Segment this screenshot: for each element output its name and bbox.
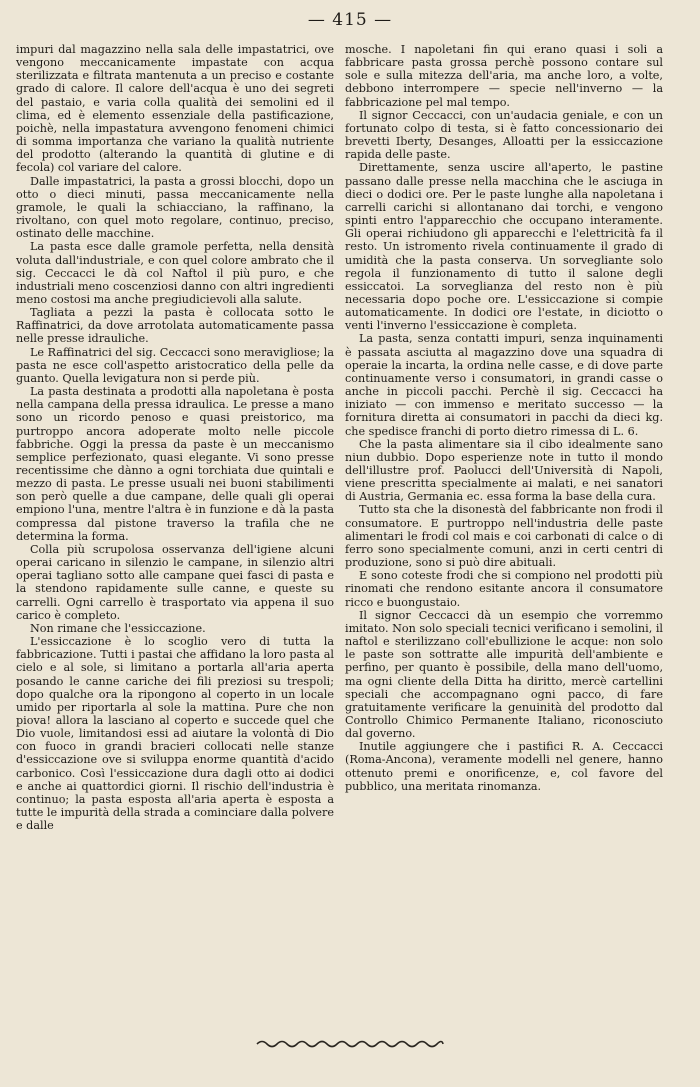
paragraph: Inutile aggiungere che i pastifici R. A. Ceccacci (Roma-Ancona), veramente modelli nel genere, hanno ottenuto premi e onorificenze, e, col favore del pubblico, una meritata rinomanza. [345,740,663,793]
paragraph: La pasta, senza contatti impuri, senza inquinamenti è passata asciutta al magazzino dove una squadra di operaie la incarta, la ordina nelle casse, e di dove parte continuamente verso i consumatori, in grandi casse o anche in piccoli pacchi. Perchè il sig. Ceccacci ha iniziato — con immenso e meritato successo — la fornitura diretta ai consumatori in pacchi da dieci kg. che spedisce franchi di porto dietro rimessa di L. 6. [345,332,663,438]
paragraph: Le Raffinatrici del sig. Ceccacci sono meravigliose; la pasta ne esce coll'aspetto aristocratico della pelle da guanto. Quella levigatura non si perde più. [16,345,334,385]
paragraph: Direttamente, senza uscire all'aperto, le pastine passano dalle presse nella macchina che le asciuga in dieci o dodici ore. Per le paste lunghe alla napoletana i carrelli carichi si allontanano dai torchi, e vengono spinti entro l'apparecchio che occupano interamente. Gli operai richiudono gli apparecchi e l'elettricità fa il resto. Un istromento rivela continuamente il grado di umidità che la pasta conserva. Un sorvegliante solo regola il funzionamento di tutto il salone degli essiccatoi. La sorveglianza del resto non è più necessaria dopo poche ore. L'essiccazione si compie automaticamente. In dodici ore l'estate, in diciotto o venti l'inverno l'essiccazione è completa. [345,161,663,333]
paragraph: L'essiccazione è lo scoglio vero di tutta la fabbricazione. Tutti i pastai che affidano la loro pasta al cielo e al sole, si limitano a portarla all'aria aperta posando le canne cariche dei fili preziosi su trespoli; dopo qualche ora la ripongono al coperto in un locale umido per riportarla al sole la mattina. Pure che non piova! allora la lasciano al coperto e succede quel che Dio vuole, limitandosi essi ad aiutare la volontà di Dio con fuoco in grandi bracieri collocati nelle stanze d'essiccazione ove si sviluppa enorme quantità d'acido carbonico. Così l'essiccazione dura dagli otto ai dodici e anche ai quattordici giorni. Il rischio dell'industria è continuo; la pasta esposta all'aria aperta è esposta a tutte le impurità della strada a cominciare dalla polvere e dalle [16,635,334,833]
paragraph: Dalle impastatrici, la pasta a grossi blocchi, dopo un otto o dieci minuti, passa meccanicamente nella gramole, le quali la schiacciano, la raffinano, la rivoltano, con quel moto regolare, continuo, preciso, ostinato delle macchine. [16,174,334,241]
paragraph: Il signor Ceccacci dà un esempio che vorremmo imitato. Non solo speciali tecnici verificano i semolini, il naftol e sterilizzano coll'ebullizione le acque: non solo le paste son sottratte alle impurità dell'ambiente e perfino, per quanto è possibile, della mano dell'uomo, ma ogni cliente della Ditta ha diritto, mercè cartellini speciali che accompagnano ogni pacco, di fare gratuitamente verificare la genuinità del prodotto dal Controllo Chimico Permanente Italiano, riconosciuto dal governo. [345,608,663,741]
paragraph: Colla più scrupolosa osservanza dell'igiene alcuni operai caricano in silenzio le campane, in silenzio altri operai tagliano sotto alle campane quei fasci di pasta e la stendono rapidamente sulle canne, e queste su carrelli. Ogni carrello è trasportato via appena il suo carico è completo. [16,542,334,622]
left-column [16,43,334,832]
paragraph: Tagliata a pezzi la pasta è collocata sotto le Raffinatrici, da dove arrotolata automaticamente passa nelle presse idrauliche. [16,306,334,346]
paragraph: Il signor Ceccacci, con un'audacia geniale, e con un fortunato colpo di testa, si è fatto concessionario dei brevetti Iberty, Desanges, Alloatti per la essiccazione rapida delle paste. [345,108,663,162]
paragraph: La pasta destinata a prodotti alla napoletana è posta nella campana della pressa idraulica. Le presse a mano sono un ricordo penoso e quasi preistorico, ma purtroppo ancora adoperate molto nelle piccole fabbriche. Oggi la pressa da paste è un meccanismo semplice perfezionato, quasi elegante. Vi sono presse recentissime che dànno a ogni torchiata due quintali e mezzo di pasta. Le presse usuali nei buoni stabilimenti son però quelle a due campane, delle quali gli operai empiono l'una, mentre l'altra è in funzione e dà la pasta compressa dal pistone traverso la trafila che ne determina la forma. [16,385,334,543]
page-number: — 415 — [307,10,393,30]
paragraph: Che la pasta alimentare sia il cibo idealmente sano niun dubbio. Dopo esperienze note in tutto il mondo dell'illustre prof. Paolucci dell'Università di Napoli, viene prescritta specialmente ai malati, e nei sanatori di Austria, Germania ec. essa forma la base della cura. [345,437,663,504]
wavy-rule-ornament-icon [255,1038,445,1050]
paragraph: Non rimane che l'essiccazione. [30,621,206,635]
paragraph: Tutto sta che la disonestà del fabbricante non frodi il consumatore. E purtroppo nell'industria delle paste alimentari le frodi col mais e coi carbonati di calce o di ferro sono specialmente comuni, anzi in certi centri di produzione, sono si può dire abituali. [345,503,663,570]
paragraph: impuri dal magazzino nella sala delle impastatrici, ove vengono meccanicamente impastate con acqua sterilizzata e filtrata mantenuta a un preciso e costante grado di calore. Il calore dell'acqua è uno dei segreti del pastaio, e varia colla qualità dei semolini ed il clima, ed è elemento essenziale della pastificazione, poichè, nella impastatura avvengono fenomeni chimici di somma importanza che variano la qualità nutriente del prodotto (alterando la quantità di glutine e di fecola) col variare del calore. [16,43,334,175]
paragraph: mosche. I napoletani fin qui erano quasi i soli a fabbricare pasta grossa perchè possono contare sul sole e sulla mitezza dell'aria, ma anche loro, a volte, debbono interrompere — specie nell'inverno — la fabbricazione pel mal tempo. [345,43,663,109]
right-column [345,43,663,793]
paragraph: E sono coteste frodi che si compiono nel prodotti più rinomati che rendono esitante ancora il consumatore ricco e buongustaio. [345,569,663,609]
paragraph: La pasta esce dalle gramole perfetta, nella densità voluta dall'industriale, e con quel colore ambrato che il sig. Ceccacci le dà col Naftol il più puro, e che industriali meno coscenziosi danno con altri ingredienti meno costosi ma anche pregiudicievoli alla salute. [16,240,334,306]
